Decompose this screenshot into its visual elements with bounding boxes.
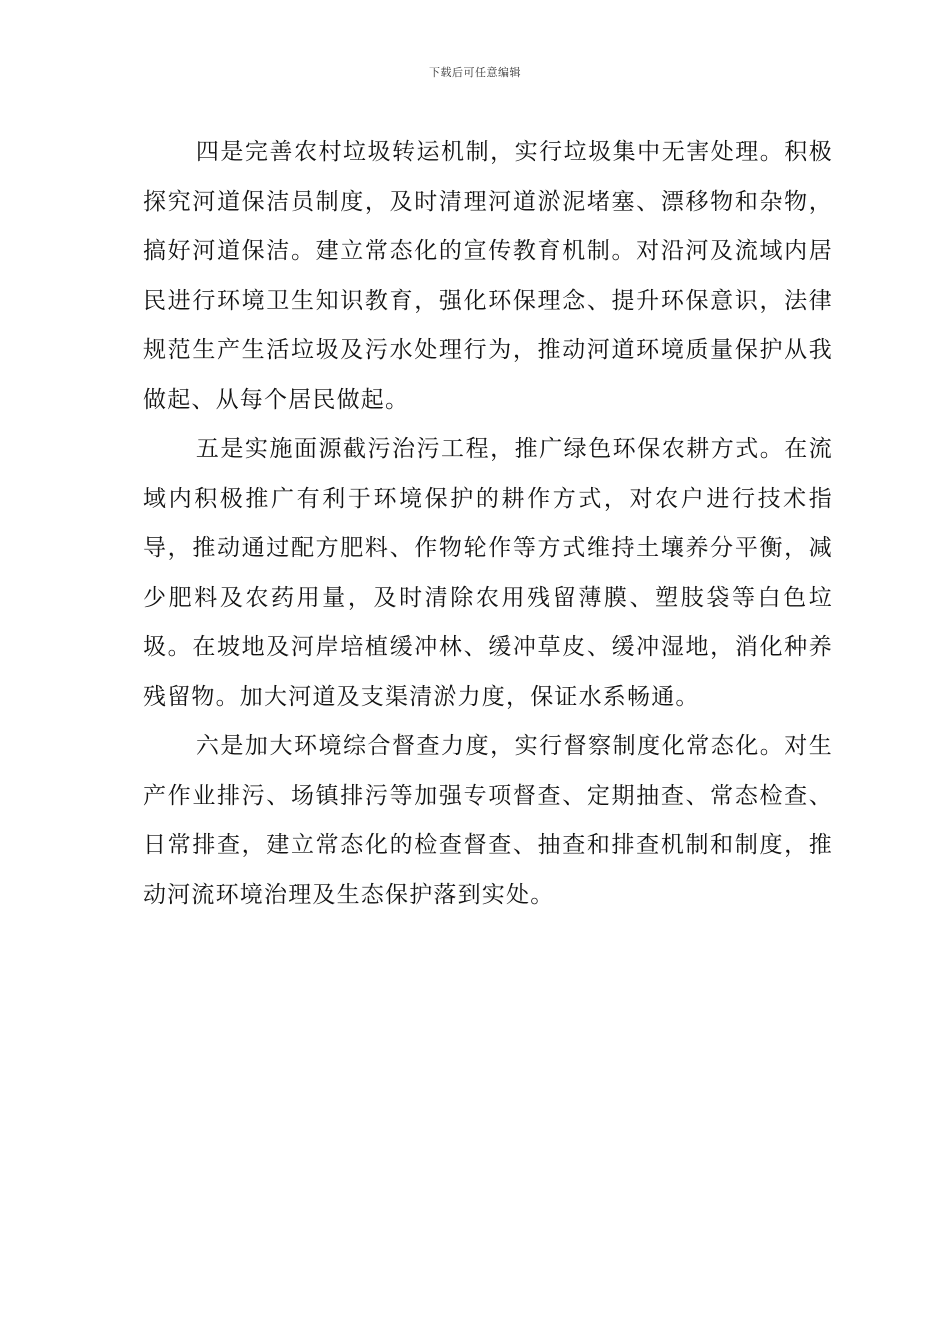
paragraph-four: 四是完善农村垃圾转运机制，实行垃圾集中无害处理。积极探究河道保洁员制度，及时清理河道淤泥堵塞、漂移物和杂物，搞好河道保洁。建立常态化的宣传教育机制。对沿河及流域内居民进行环境卫生知识教育，强化环保理念、提升环保意识，法律规范生产生活垃圾及污水处理行为，推动河道环境质量保护从我做起、从每个居民做起。: [143, 139, 833, 413]
header-note: 下载后可任意编辑: [429, 66, 521, 79]
paragraph-six: 六是加大环境综合督查力度，实行督察制度化常态化。对生产作业排污、场镇排污等加强专项督查、定期抽查、常态检查、日常排查，建立常态化的检查督查、抽查和排查机制和制度，推动河流环境治理及生态保护落到实处。: [143, 733, 833, 908]
paragraph-five: 五是实施面源截污治污工程，推广绿色环保农耕方式。在流域内积极推广有利于环境保护的耕作方式，对农户进行技术指导，推动通过配方肥料、作物轮作等方式维持土壤养分平衡，减少肥料及农药用量，及时清除农用残留薄膜、塑肢袋等白色垃圾。在坡地及河岸培植缓冲林、缓冲草皮、缓冲湿地，消化种养残留物。加大河道及支渠清淤力度，保证水系畅通。: [143, 436, 833, 710]
document-body: [143, 128, 833, 920]
